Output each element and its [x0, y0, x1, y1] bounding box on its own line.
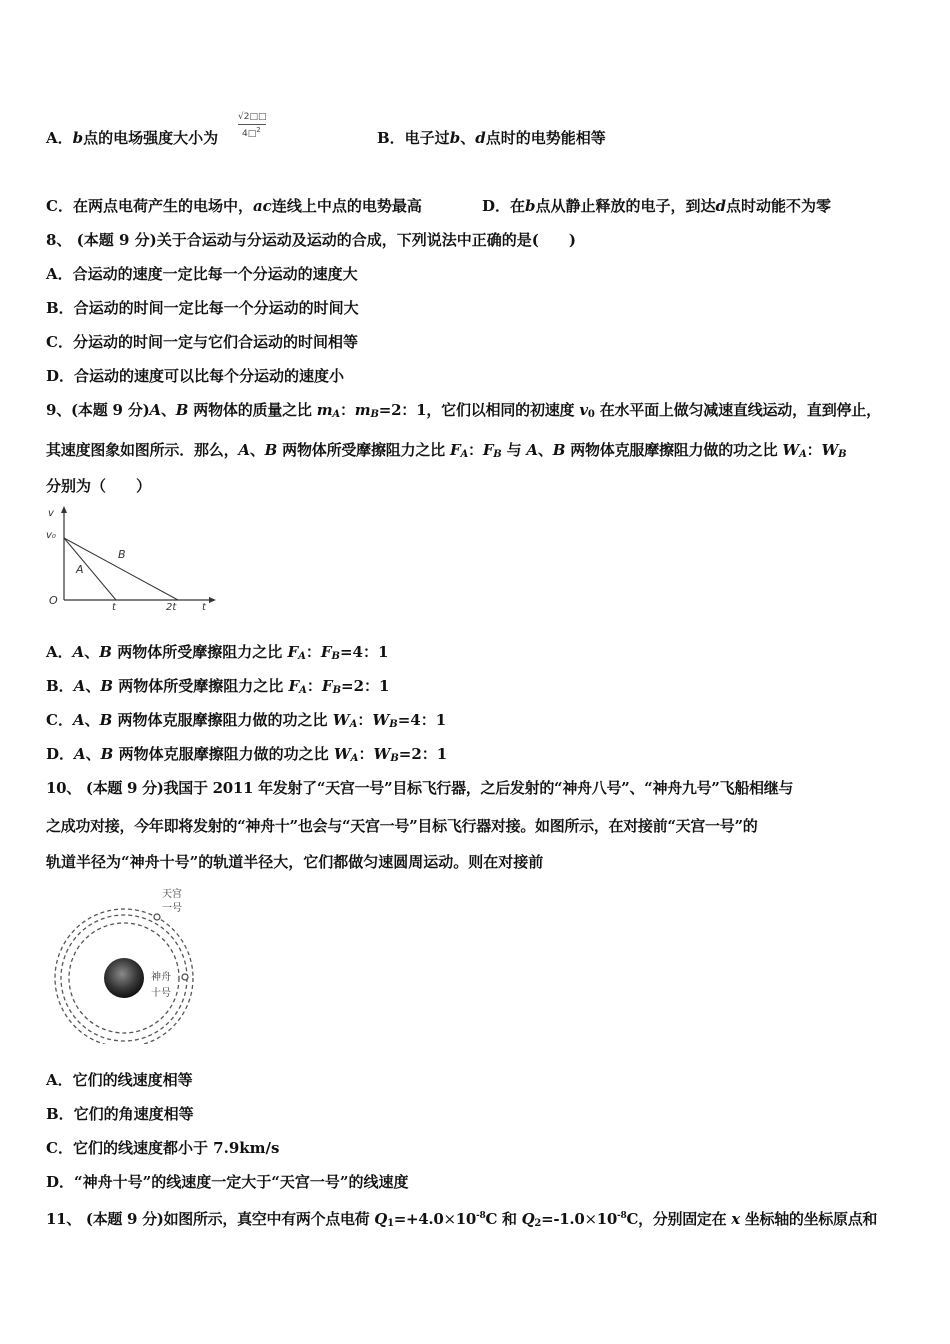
- q10-stem-line1: 10、 (本题 9 分)我国于 2011 年发射了“天宫一号”目标飞行器，之后发射的“神舟八号”、“神舟九号”飞船相继与: [46, 779, 794, 797]
- var-ac: ac: [252, 197, 272, 215]
- var-b: b: [72, 129, 84, 147]
- q9-option-b: B．A、B 两物体所受摩擦阻力之比 $F_A$：$F_B=2$：1: [46, 677, 390, 696]
- q9-option-a: A．A、B 两物体所受摩擦阻力之比 $F_A$：$F_B=4$：1: [46, 643, 389, 662]
- t-tick-label: t: [112, 602, 116, 613]
- x-axis-arrow: [209, 597, 216, 603]
- v0-label: v₀: [46, 530, 56, 541]
- orbit-diagram: [50, 884, 200, 1044]
- 2t-tick-label: 2t: [166, 602, 177, 613]
- tiangong-marker: [154, 914, 160, 920]
- q8-option-d: D．合运动的速度可以比每个分运动的速度小: [46, 367, 345, 385]
- formula-denominator: 4□$^2$: [242, 126, 261, 139]
- q9-option-d: D．A、B 两物体克服摩擦阻力做的功之比 $W_A$：$W_B=2$：1: [46, 745, 448, 764]
- q9-stem-line2: 其速度图象如图所示．那么，A、B 两物体所受摩擦阻力之比 $F_A$：$F_B$ 与 A、B 两物体克服摩擦阻力做的功之比 $W_A$：$W_B$: [46, 441, 847, 460]
- option-text: 连线上中点的电势最高: [271, 197, 422, 215]
- var-d: d: [475, 129, 486, 147]
- q9-option-c: C．A、B 两物体克服摩擦阻力做的功之比 $W_A$：$W_B=4$：1: [46, 711, 447, 730]
- q7-formula: [236, 112, 270, 140]
- velocity-time-graph: [44, 504, 220, 614]
- option-text: C．在两点电荷产生的电场中，: [46, 197, 253, 215]
- y-label: v: [48, 508, 54, 519]
- q8-option-a: A．合运动的速度一定比每一个分运动的速度大: [46, 265, 358, 283]
- option-text: 点时的电势能相等: [485, 129, 606, 147]
- shenzhou-label-2: 十号: [151, 988, 171, 999]
- q10-option-a: A．它们的线速度相等: [46, 1071, 193, 1089]
- var-b: b: [525, 197, 536, 215]
- tiangong-label-2: 一号: [162, 903, 182, 914]
- var-b: b: [449, 129, 461, 147]
- q9-stem-line1: 9、(本题 9 分)A、B 两物体的质量之比 $m_A$：$m_B=2$：1，它们以相同的初速度 $v_0$ 在水平面上做匀减速直线运动，直到停止，: [46, 401, 881, 420]
- earth: [104, 958, 144, 998]
- q9-stem-line3: 分别为（ ）: [46, 477, 152, 495]
- formula-numerator: √2□□: [238, 112, 267, 122]
- option-text: D．在: [482, 197, 526, 215]
- tiangong-label-1: 天宫: [162, 889, 182, 900]
- q7-option-c: [46, 196, 422, 216]
- option-text: 点的电场强度大小为: [83, 129, 219, 147]
- origin-label: O: [49, 594, 58, 607]
- q8-stem: 8、 (本题 9 分)关于合运动与分运动及运动的合成，下列说法中正确的是( ): [46, 231, 576, 249]
- q10-option-c: C．它们的线速度都小于 7.9km/s: [46, 1139, 280, 1157]
- q7-option-d: [482, 196, 831, 216]
- q7-option-b: [377, 128, 606, 148]
- option-text: 点从静止释放的电子，到达: [535, 197, 716, 215]
- q8-option-b: B．合运动的时间一定比每一个分运动的时间大: [46, 299, 359, 317]
- q8-option-c: C．分运动的时间一定与它们合运动的时间相等: [46, 333, 358, 351]
- option-text: 点时动能不为零: [726, 197, 832, 215]
- shenzhou-marker: [182, 974, 188, 980]
- var-d: d: [715, 197, 727, 215]
- x-label: t: [202, 602, 206, 613]
- q7-option-a: [46, 128, 218, 148]
- q10-option-b: B．它们的角速度相等: [46, 1105, 194, 1123]
- q11-stem: 11、 (本题 9 分)如图所示，真空中有两个点电荷 $Q_1=+4.0\times 10^{-8}C$ 和 $Q_2=-1.0\times 10^{-8}C$，分别固定在 x 坐标轴的坐标原点和: [46, 1210, 878, 1229]
- q10-option-d: D．“神舟十号”的线速度一定大于“天宫一号”的线速度: [46, 1173, 409, 1191]
- fraction-bar: [238, 124, 266, 125]
- q10-stem-line3: 轨道半径为“神舟十号”的轨道半径大，它们都做匀速圆周运动。则在对接前: [46, 853, 544, 871]
- q10-stem-line2: 之成功对接，今年即将发射的“神舟十”也会与“天宫一号”目标飞行器对接。如图所示，在对接前“天宫一号”的: [46, 817, 758, 835]
- line-a-label: A: [76, 563, 84, 576]
- line-b-label: B: [118, 548, 126, 561]
- shenzhou-label-1: 神舟: [151, 972, 171, 983]
- line-a: [64, 538, 116, 600]
- sep: 、: [460, 129, 476, 147]
- y-axis-arrow: [61, 506, 67, 513]
- option-prefix: A．: [46, 129, 73, 147]
- option-text: B．电子过: [377, 129, 450, 147]
